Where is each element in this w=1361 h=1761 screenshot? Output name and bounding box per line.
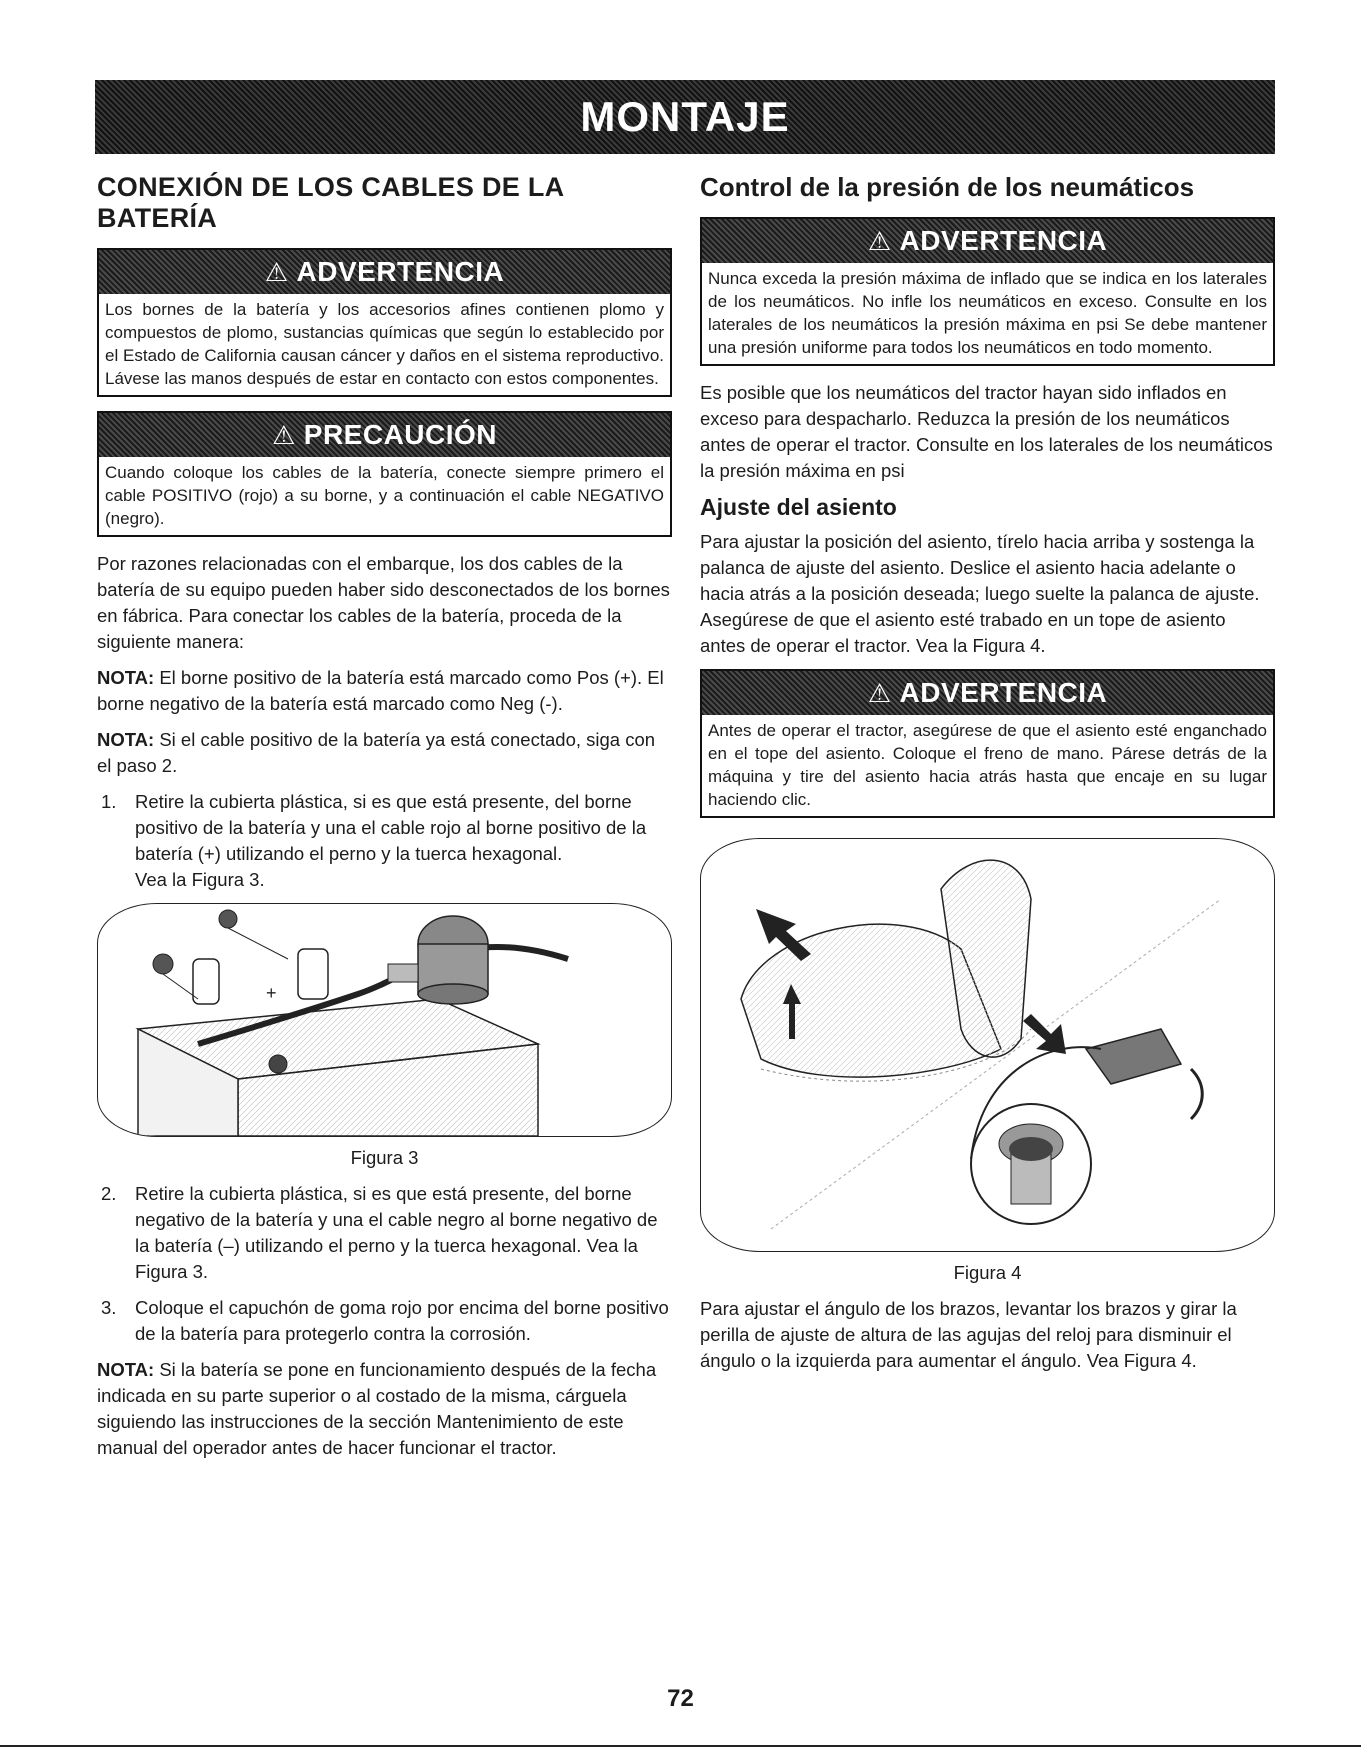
- right-column: [700, 172, 1275, 1384]
- battery-section-title: CONEXIÓN DE LOS CABLES DE LA BATERÍA: [97, 172, 564, 233]
- nota-text: Si el cable positivo de la batería ya está conectado, siga con el paso 2.: [97, 729, 656, 776]
- step-text: Retire la cubierta plástica, si es que está presente, del borne positivo de la batería y una el cable rojo al borne positivo de la batería (+) utilizando el perno y la tuerca hexagonal.: [135, 791, 647, 864]
- steps-list-a: [97, 789, 672, 893]
- banner-title: MONTAJE: [580, 93, 790, 140]
- caution-text: Cuando coloque los cables de la batería, conecte siempre primero el cable POSITIVO (rojo) a su borne, y a continuación el cable NEGATIVO (negro).: [105, 463, 664, 528]
- warning-text: Los bornes de la batería y los accesorios afines contienen plomo y compuestos de plomo, sustancias químicas que según lo establecido por el Estado de California causan cáncer y daños en el sistema reproductivo. Lávese las manos después de estar en contacto con estos componentes.: [105, 300, 664, 388]
- battery-warning-box: [97, 248, 672, 397]
- warning-header: [702, 219, 1273, 263]
- caution-label: PRECAUCIÓN: [303, 419, 498, 450]
- warning-triangle-icon: ⚠: [271, 419, 296, 450]
- warning-text: Nunca exceda la presión máxima de inflado que se indica en los laterales de los neumáticos. No infle los neumáticos en exceso. Consulte en los laterales de los neumáticos la presión máxima en psi Se debe mantener una presión uniforme para todos los neumáticos en todo momento.: [708, 269, 1267, 357]
- step-number: 1.: [101, 791, 117, 812]
- steps-list-b: [97, 1181, 672, 1347]
- step-ref: Vea la Figura 3.: [135, 869, 265, 890]
- nota-1: [97, 665, 672, 717]
- nota-3: [97, 1357, 672, 1461]
- step-text: Coloque el capuchón de goma rojo por encima del borne positivo de la batería para protegerlo contra la corrosión.: [135, 1297, 669, 1344]
- battery-caution-box: [97, 411, 672, 537]
- step-number: 3.: [101, 1297, 117, 1318]
- step-2: [97, 1181, 672, 1285]
- left-column: [97, 172, 672, 1471]
- step-3: [97, 1295, 672, 1347]
- seat-text: Para ajustar la posición del asiento, tírelo hacia arriba y sostenga la palanca de ajuste del asiento. Deslice el asiento hacia adelante o hacia atrás a la posición deseada; luego suelte la palanca de ajuste. Asegúrese de que el asiento esté trabado en un tope de asiento antes de operar el tractor. Vea la Figura 4.: [700, 531, 1260, 656]
- figure-3-battery-illustration: [97, 903, 672, 1137]
- section-banner: [95, 80, 1275, 154]
- step-text: Retire la cubierta plástica, si es que está presente, del borne negativo de la batería y una el cable negro al borne negativo de la batería (–) utilizando el perno y la tuerca hexagonal. Vea la Figura 3.: [135, 1183, 658, 1282]
- footer-divider: [0, 1745, 1361, 1747]
- warning-triangle-icon: ⚠: [867, 225, 892, 256]
- figure-4-seat-illustration: [700, 838, 1275, 1252]
- warning-triangle-icon: ⚠: [264, 256, 289, 287]
- warning-label: ADVERTENCIA: [899, 677, 1108, 708]
- warning-header: [702, 671, 1273, 715]
- nota-label: NOTA:: [97, 1359, 155, 1380]
- warning-label: ADVERTENCIA: [899, 225, 1108, 256]
- warning-triangle-icon: ⚠: [867, 677, 892, 708]
- seat-warning-box: [700, 669, 1275, 818]
- nota-text: El borne positivo de la batería está marcado como Pos (+). El borne negativo de la batería está marcado como Neg (-).: [97, 667, 664, 714]
- nota-2: [97, 727, 672, 779]
- nota-label: NOTA:: [97, 667, 155, 688]
- page-number: 72: [667, 1685, 694, 1712]
- tire-section-title: Control de la presión de los neumáticos: [700, 172, 1195, 202]
- warning-label: ADVERTENCIA: [296, 256, 505, 287]
- tire-text: Es posible que los neumáticos del tractor hayan sido inflados en exceso para despacharlo. Reduzca la presión de los neumáticos antes de operar el tractor. Consulte en los laterales de los neumáticos la presión máxima en psi: [700, 382, 1273, 481]
- warning-header: [99, 250, 670, 294]
- nota-label: NOTA:: [97, 729, 155, 750]
- tire-warning-box: [700, 217, 1275, 366]
- nota-text: Si la batería se pone en funcionamiento después de la fecha indicada en su parte superior o al costado de la misma, cárguela siguiendo las instrucciones de la sección Mantenimiento de este manual del operador antes de hacer funcionar el tractor.: [97, 1359, 657, 1458]
- figure-3-caption: Figura 3: [350, 1147, 419, 1168]
- arms-text: Para ajustar el ángulo de los brazos, levantar los brazos y girar la perilla de ajuste de altura de las agujas del reloj para disminuir el ángulo o la izquierda para aumentar el ángulo. Vea Figura 4.: [700, 1298, 1237, 1371]
- seat-section-title: Ajuste del asiento: [700, 494, 897, 520]
- step-number: 2.: [101, 1183, 117, 1204]
- figure-4-caption: Figura 4: [953, 1262, 1022, 1283]
- seat-drawing: [701, 839, 1274, 1251]
- battery-intro: Por razones relacionadas con el embarque, los dos cables de la batería de su equipo pueden haber sido desconectados de los bornes en fábrica. Para conectar los cables de la batería, proceda de la siguiente manera:: [97, 553, 670, 652]
- step-1: [97, 789, 672, 893]
- positive-symbol: +: [266, 983, 277, 1003]
- battery-drawing: [98, 904, 671, 1136]
- warning-text: Antes de operar el tractor, asegúrese de que el asiento esté enganchado en el tope del asiento. Coloque el freno de mano. Párese detrás de la máquina y tire del asiento hacia atrás hasta que encaje en su lugar haciendo clic.: [708, 721, 1267, 809]
- caution-header: [99, 413, 670, 457]
